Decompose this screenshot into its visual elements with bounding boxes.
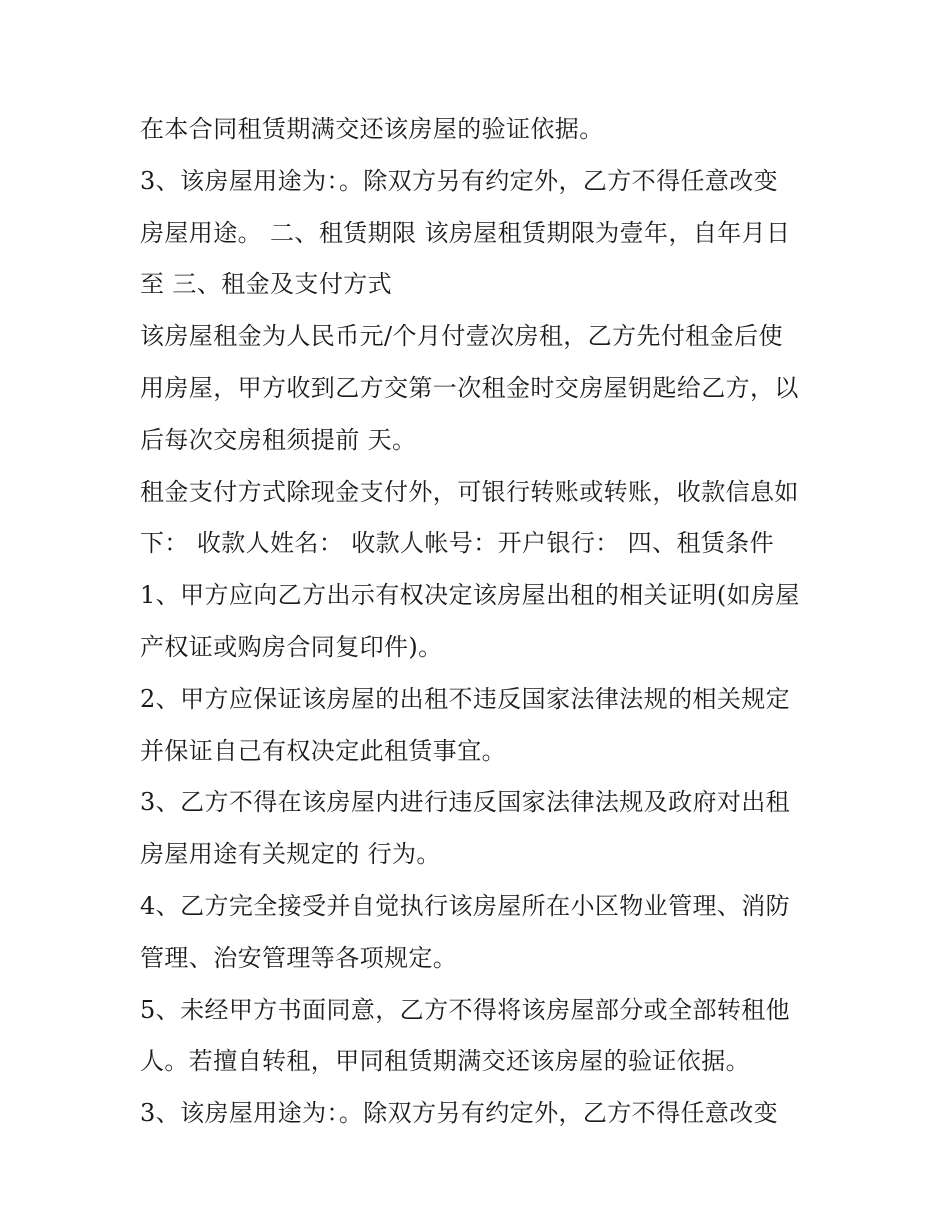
text-line: 至 三、租金及支付方式 [140, 270, 393, 299]
text-line: 下： 收款人姓名： 收款人帐号：开户银行： 四、租赁条件 [140, 529, 775, 558]
text-line: 产权证或购房合同复印件)。 [140, 632, 443, 661]
text-line: 该房屋租金为人民币元/个月付壹次房租，乙方先付租金后使 [140, 322, 783, 351]
text-line: 并保证自己有权决定此租赁事宜。 [140, 736, 506, 765]
text-line: 4、乙方完全接受并自觉执行该房屋所在小区物业管理、消防 [140, 891, 791, 920]
text-line: 3、该房屋用途为：。除双方另有约定外，乙方不得任意改变 [140, 1099, 779, 1128]
text-line: 在本合同租赁期满交还该房屋的验证依据。 [140, 115, 604, 143]
text-line: 3、该房屋用途为：。除双方另有约定外，乙方不得任意改变 [140, 166, 779, 195]
text-line: 2、甲方应保证该房屋的出租不违反国家法律法规的相关规定 [140, 684, 791, 713]
contract-text-body [140, 104, 820, 1140]
text-line: 租金支付方式除现金支付外，可银行转账或转账，收款信息如 [140, 477, 799, 506]
text-line: 房屋用途有关规定的 行为。 [140, 840, 441, 869]
text-line: 3、乙方不得在该房屋内进行违反国家法律法规及政府对出租 [140, 788, 791, 817]
text-line: 房屋用途。 二、租赁期限 该房屋租赁期限为壹年，自年月日 [140, 218, 791, 247]
text-line: 后每次交房租须提前 天。 [140, 425, 417, 454]
text-line: 管理、治安管理等各项规定。 [140, 943, 458, 972]
text-line: 5、未经甲方书面同意，乙方不得将该房屋部分或全部转租他 [140, 995, 791, 1024]
text-line: 用房屋，甲方收到乙方交第一次租金时交房屋钥匙给乙方，以 [140, 373, 799, 402]
text-line: 1、甲方应向乙方出示有权决定该房屋出租的相关证明(如房屋 [140, 581, 800, 610]
text-line: 人。若擅自转租，甲同租赁期满交还该房屋的验证依据。 [140, 1047, 750, 1076]
